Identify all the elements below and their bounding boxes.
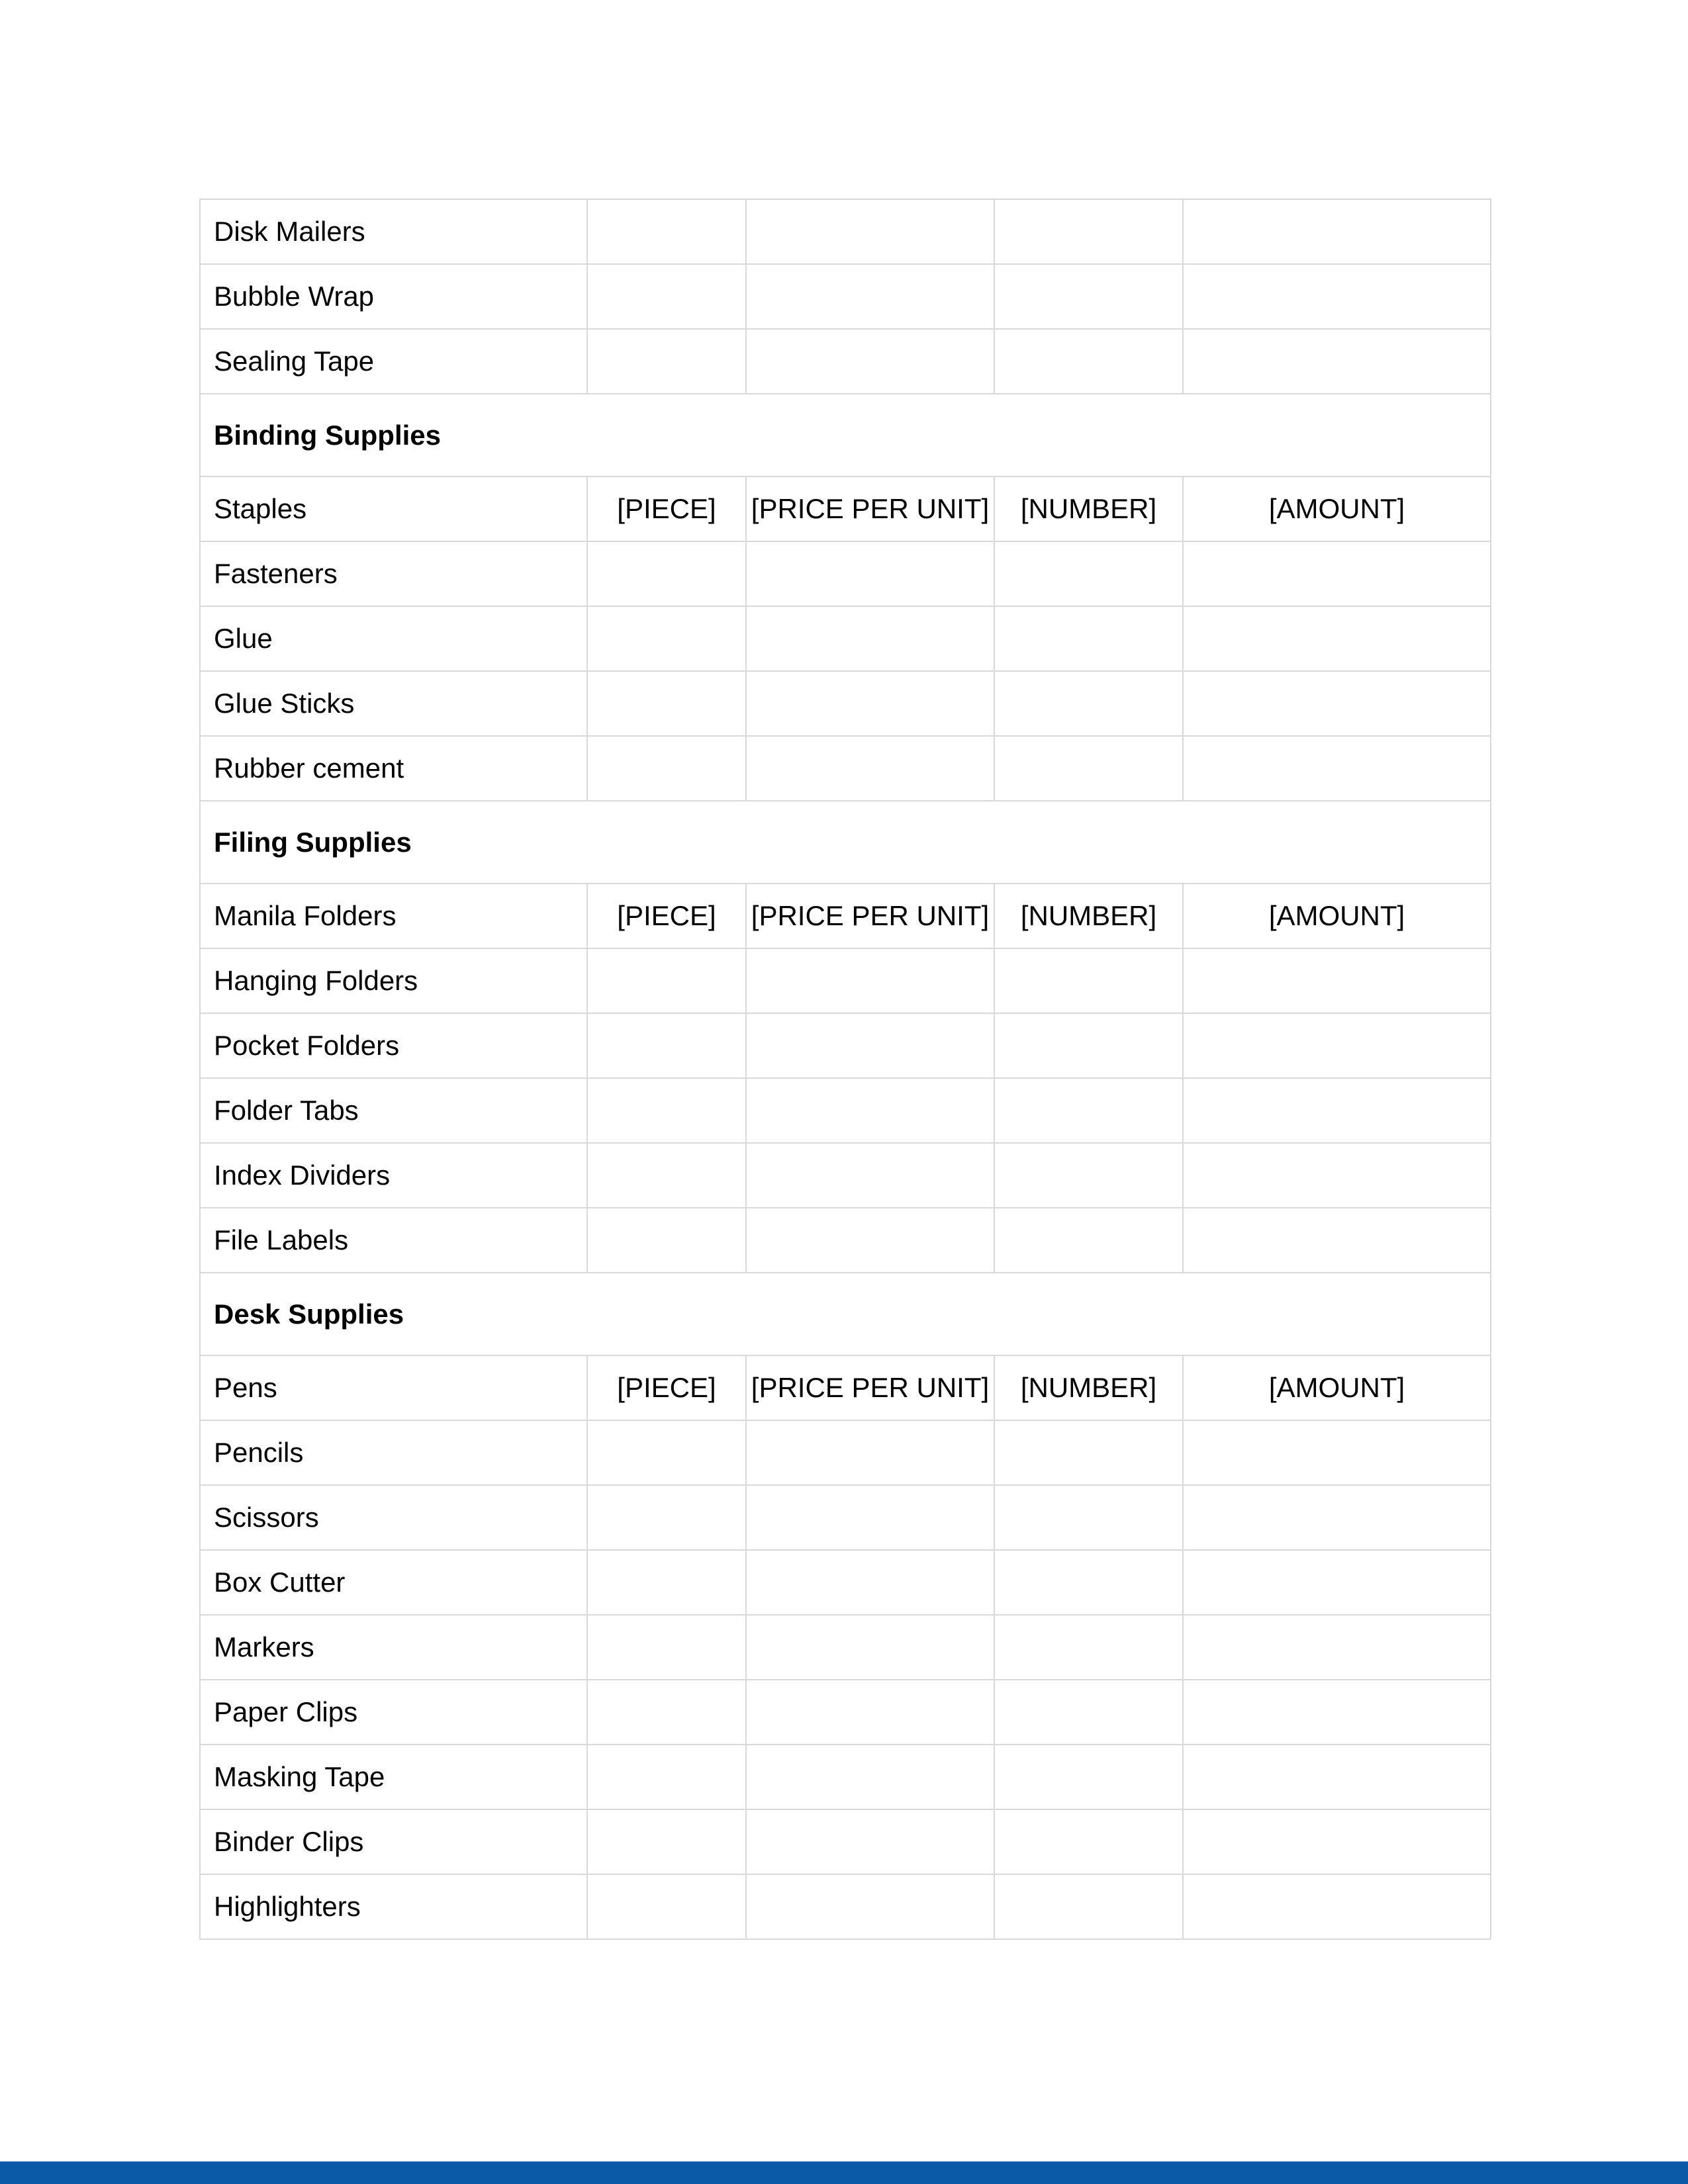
quantity-cell — [994, 606, 1183, 671]
item-name-cell: Glue Sticks — [200, 671, 587, 736]
unit-cell — [587, 606, 746, 671]
amount-cell — [1183, 1078, 1491, 1143]
quantity-cell — [994, 1874, 1183, 1939]
amount-cell — [1183, 1809, 1491, 1874]
item-name-cell: Glue — [200, 606, 587, 671]
unit-cell — [587, 1485, 746, 1550]
table-row — [200, 541, 1491, 606]
quantity-cell: [NUMBER] — [994, 477, 1183, 541]
table-row — [200, 1355, 1491, 1420]
quantity-cell — [994, 264, 1183, 329]
quantity-cell — [994, 1550, 1183, 1615]
section-title: Filing Supplies — [200, 801, 1491, 884]
price-per-unit-cell — [746, 1550, 994, 1615]
unit-cell — [587, 264, 746, 329]
item-name-cell: Masking Tape — [200, 1745, 587, 1809]
unit-cell — [587, 1550, 746, 1615]
table-row — [200, 1745, 1491, 1809]
supplies-table-body — [200, 199, 1491, 1939]
price-per-unit-cell — [746, 1208, 994, 1273]
price-per-unit-cell — [746, 736, 994, 801]
quantity-cell — [994, 948, 1183, 1013]
item-name-cell: Pencils — [200, 1420, 587, 1485]
unit-cell — [587, 199, 746, 264]
unit-cell — [587, 1013, 746, 1078]
footer-bar — [0, 2161, 1688, 2184]
amount-cell — [1183, 1420, 1491, 1485]
amount-cell: [AMOUNT] — [1183, 1355, 1491, 1420]
amount-cell — [1183, 736, 1491, 801]
amount-cell — [1183, 671, 1491, 736]
price-per-unit-cell: [PRICE PER UNIT] — [746, 884, 994, 948]
item-name-cell: Box Cutter — [200, 1550, 587, 1615]
item-name-cell: Folder Tabs — [200, 1078, 587, 1143]
item-name-cell: Highlighters — [200, 1874, 587, 1939]
unit-cell — [587, 671, 746, 736]
table-row — [200, 948, 1491, 1013]
price-per-unit-cell — [746, 1143, 994, 1208]
amount-cell — [1183, 1013, 1491, 1078]
quantity-cell — [994, 1615, 1183, 1680]
quantity-cell: [NUMBER] — [994, 884, 1183, 948]
item-name-cell: Pocket Folders — [200, 1013, 587, 1078]
unit-cell — [587, 1615, 746, 1680]
price-per-unit-cell — [746, 671, 994, 736]
table-row — [200, 606, 1491, 671]
price-per-unit-cell — [746, 1680, 994, 1745]
unit-cell — [587, 541, 746, 606]
item-name-cell: Hanging Folders — [200, 948, 587, 1013]
quantity-cell — [994, 1485, 1183, 1550]
table-row — [200, 1809, 1491, 1874]
price-per-unit-cell — [746, 1078, 994, 1143]
table-row — [200, 1550, 1491, 1615]
section-title: Binding Supplies — [200, 394, 1491, 477]
table-row — [200, 1485, 1491, 1550]
table-row — [200, 199, 1491, 264]
amount-cell — [1183, 541, 1491, 606]
item-name-cell: Staples — [200, 477, 587, 541]
amount-cell — [1183, 1208, 1491, 1273]
unit-cell — [587, 1143, 746, 1208]
price-per-unit-cell — [746, 541, 994, 606]
unit-cell — [587, 1874, 746, 1939]
amount-cell — [1183, 1874, 1491, 1939]
table-row — [200, 1013, 1491, 1078]
price-per-unit-cell — [746, 329, 994, 394]
amount-cell — [1183, 1680, 1491, 1745]
table-row — [200, 884, 1491, 948]
quantity-cell — [994, 1143, 1183, 1208]
unit-cell: [PIECE] — [587, 884, 746, 948]
quantity-cell — [994, 1013, 1183, 1078]
amount-cell — [1183, 1485, 1491, 1550]
amount-cell: [AMOUNT] — [1183, 477, 1491, 541]
table-row — [200, 1420, 1491, 1485]
item-name-cell: Index Dividers — [200, 1143, 587, 1208]
price-per-unit-cell — [746, 1745, 994, 1809]
table-row — [200, 671, 1491, 736]
item-name-cell: Paper Clips — [200, 1680, 587, 1745]
item-name-cell: Manila Folders — [200, 884, 587, 948]
unit-cell — [587, 948, 746, 1013]
item-name-cell: Rubber cement — [200, 736, 587, 801]
quantity-cell — [994, 736, 1183, 801]
amount-cell — [1183, 199, 1491, 264]
quantity-cell — [994, 1745, 1183, 1809]
amount-cell — [1183, 1615, 1491, 1680]
item-name-cell: Binder Clips — [200, 1809, 587, 1874]
price-per-unit-cell — [746, 948, 994, 1013]
quantity-cell — [994, 329, 1183, 394]
item-name-cell: Fasteners — [200, 541, 587, 606]
unit-cell — [587, 736, 746, 801]
section-title: Desk Supplies — [200, 1273, 1491, 1355]
unit-cell — [587, 1078, 746, 1143]
amount-cell — [1183, 1550, 1491, 1615]
unit-cell — [587, 1809, 746, 1874]
quantity-cell — [994, 1809, 1183, 1874]
unit-cell — [587, 1745, 746, 1809]
table-row — [200, 1143, 1491, 1208]
item-name-cell: Sealing Tape — [200, 329, 587, 394]
table-row — [200, 477, 1491, 541]
amount-cell — [1183, 1745, 1491, 1809]
price-per-unit-cell — [746, 199, 994, 264]
amount-cell: [AMOUNT] — [1183, 884, 1491, 948]
table-row — [200, 1078, 1491, 1143]
table-row — [200, 264, 1491, 329]
price-per-unit-cell — [746, 1013, 994, 1078]
quantity-cell — [994, 1078, 1183, 1143]
table-row — [200, 1874, 1491, 1939]
unit-cell — [587, 1208, 746, 1273]
amount-cell — [1183, 948, 1491, 1013]
price-per-unit-cell — [746, 1615, 994, 1680]
table-row — [200, 1208, 1491, 1273]
price-per-unit-cell — [746, 606, 994, 671]
quantity-cell — [994, 541, 1183, 606]
supplies-table — [199, 199, 1491, 1940]
table-row — [200, 736, 1491, 801]
item-name-cell: File Labels — [200, 1208, 587, 1273]
amount-cell — [1183, 264, 1491, 329]
quantity-cell — [994, 199, 1183, 264]
price-per-unit-cell — [746, 1874, 994, 1939]
quantity-cell — [994, 1208, 1183, 1273]
quantity-cell — [994, 1680, 1183, 1745]
quantity-cell — [994, 671, 1183, 736]
table-row — [200, 329, 1491, 394]
unit-cell: [PIECE] — [587, 477, 746, 541]
amount-cell — [1183, 1143, 1491, 1208]
price-per-unit-cell: [PRICE PER UNIT] — [746, 1355, 994, 1420]
item-name-cell: Markers — [200, 1615, 587, 1680]
quantity-cell — [994, 1420, 1183, 1485]
unit-cell: [PIECE] — [587, 1355, 746, 1420]
unit-cell — [587, 329, 746, 394]
price-per-unit-cell — [746, 1809, 994, 1874]
amount-cell — [1183, 606, 1491, 671]
unit-cell — [587, 1680, 746, 1745]
section-header-row — [200, 394, 1491, 477]
item-name-cell: Bubble Wrap — [200, 264, 587, 329]
table-row — [200, 1680, 1491, 1745]
section-header-row — [200, 801, 1491, 884]
table-row — [200, 1615, 1491, 1680]
section-header-row — [200, 1273, 1491, 1355]
unit-cell — [587, 1420, 746, 1485]
item-name-cell: Pens — [200, 1355, 587, 1420]
price-per-unit-cell: [PRICE PER UNIT] — [746, 477, 994, 541]
quantity-cell: [NUMBER] — [994, 1355, 1183, 1420]
price-per-unit-cell — [746, 264, 994, 329]
amount-cell — [1183, 329, 1491, 394]
price-per-unit-cell — [746, 1485, 994, 1550]
item-name-cell: Disk Mailers — [200, 199, 587, 264]
price-per-unit-cell — [746, 1420, 994, 1485]
item-name-cell: Scissors — [200, 1485, 587, 1550]
